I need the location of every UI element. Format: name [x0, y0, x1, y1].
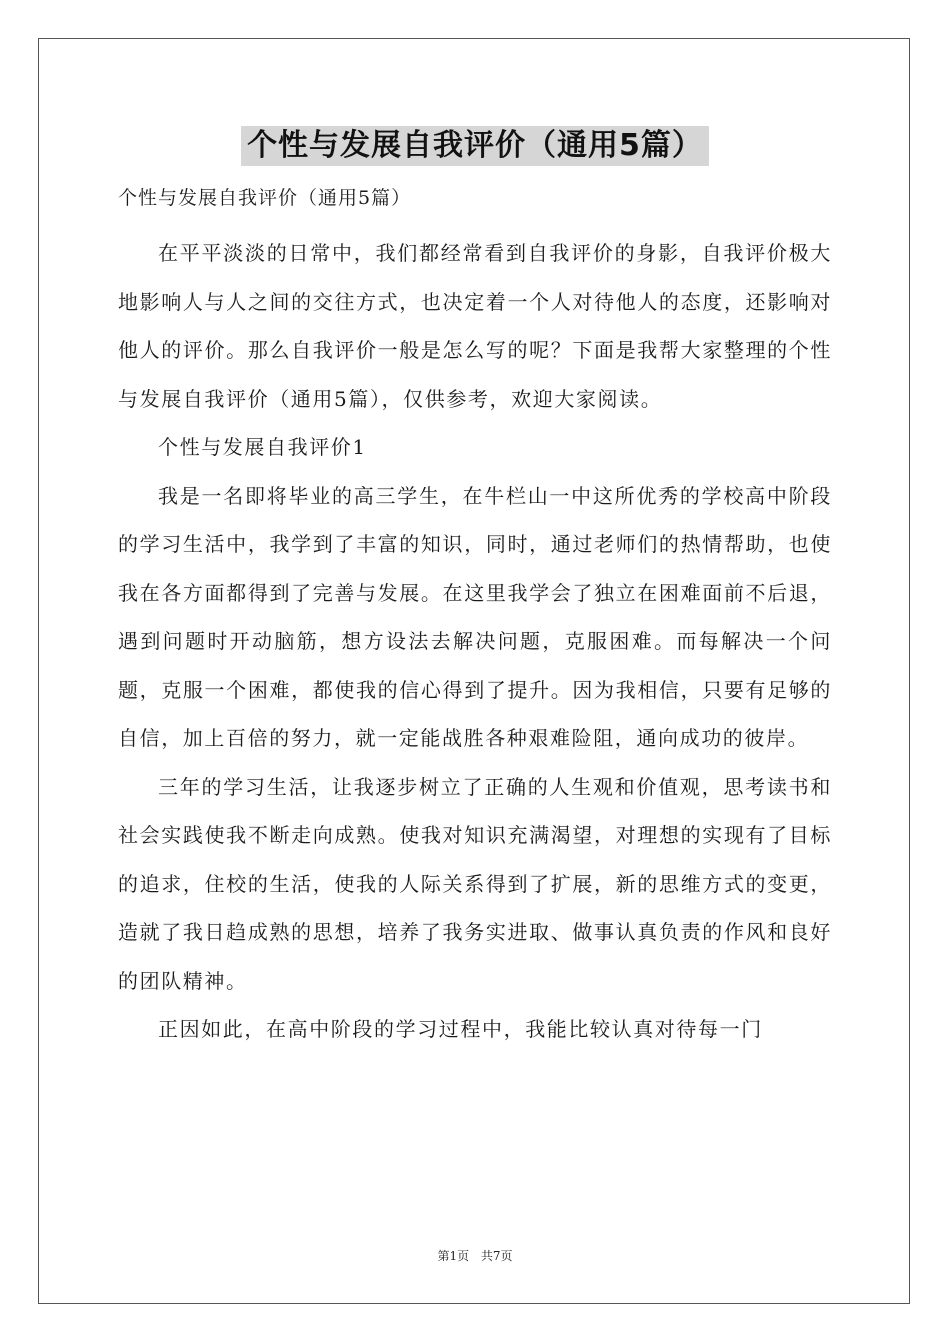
page-footer — [0, 1248, 950, 1264]
body-paragraph: 我是一名即将毕业的高三学生，在牛栏山一中这所优秀的学校高中阶段的学习生活中，我学到了丰富的知识，同时，通过老师们的热情帮助，也使我在各方面都得到了完善与发展。在这里我学会了独立在困难面前不后退，遇到问题时开动脑筋，想方设法去解决问题，克服困难。而每解决一个问题，克服一个困难，都使我的信心得到了提升。因为我相信，只要有足够的自信，加上百倍的努力，就一定能战胜各种艰难险阻，通向成功的彼岸。 — [118, 483, 832, 750]
document-subtitle: 个性与发展自我评价（通用5篇） — [118, 187, 412, 209]
page-total: 共7页 — [480, 1249, 513, 1263]
title-container — [0, 126, 950, 166]
body-paragraph: 正因如此，在高中阶段的学习过程中，我能比较认真对待每一门 — [158, 1017, 763, 1041]
page-number: 第1页 — [437, 1249, 470, 1263]
body-paragraph: 三年的学习生活，让我逐步树立了正确的人生观和价值观，思考读书和社会实践使我不断走向成熟。使我对知识充满渴望，对理想的实现有了目标的追求，住校的生活，使我的人际关系得到了扩展，新的思维方式的变更，造就了我日趋成熟的思想，培养了我务实进取、做事认真负责的作风和良好的团队精神。 — [118, 774, 832, 993]
section-heading: 个性与发展自我评价1 — [158, 435, 367, 459]
intro-paragraph: 在平平淡淡的日常中，我们都经常看到自我评价的身影，自我评价极大地影响人与人之间的交往方式，也决定着一个人对待他人的态度，还影响对他人的评价。那么自我评价一般是怎么写的呢？下面是我帮大家整理的个性与发展自我评价（通用5篇），仅供参考，欢迎大家阅读。 — [118, 241, 832, 411]
document-body — [118, 229, 832, 1054]
document-title: 个性与发展自我评价（通用5篇） — [241, 126, 709, 166]
